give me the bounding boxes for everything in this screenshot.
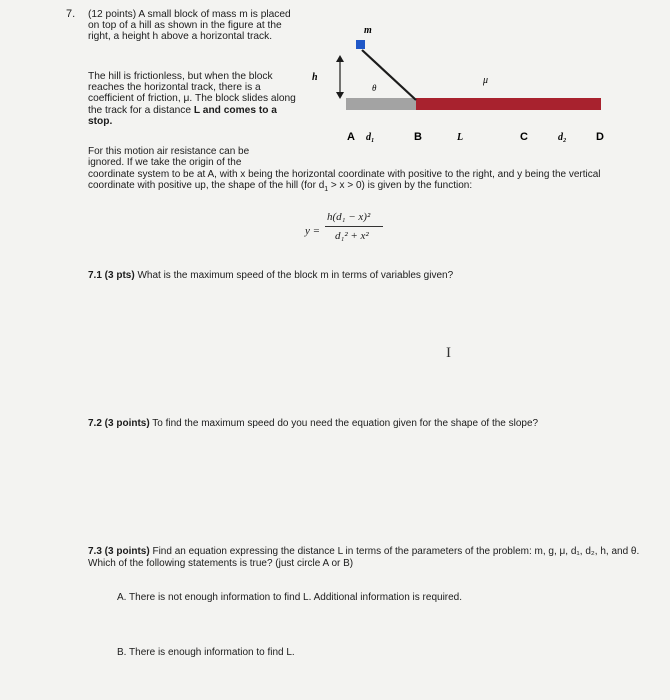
question-7-2-label: 7.2 (3 points) (88, 418, 150, 429)
formula-lhs: y = (305, 225, 321, 237)
question-7-3 (88, 546, 648, 569)
air-text-line-1: For this motion air resistance can be (88, 146, 250, 157)
hill-figure (300, 18, 620, 153)
coordinate-text-end: > x > 0) is given by the function: (328, 180, 473, 192)
hill-shape-formula (305, 208, 395, 248)
question-7-1-label: 7.1 (3 pts) (88, 270, 135, 281)
point-c-label: C (520, 131, 528, 143)
height-arrow-head-down (336, 92, 344, 99)
question-7-1-text: What is the maximum speed of the block m in terms of variables given? (134, 270, 454, 281)
l-label: L (457, 132, 464, 143)
friction-text: The hill is frictionless, but when the block reaches the horizontal track, there is a coefficient of friction, μ. The block slides along the track for a distance (88, 71, 296, 116)
friction-paragraph (88, 71, 298, 127)
point-b-label: B (414, 131, 422, 143)
hill-slope (362, 50, 416, 100)
angle-label: θ (372, 83, 377, 93)
question-7-1 (88, 270, 453, 281)
point-d-label: D (596, 131, 604, 143)
option-a[interactable]: A. There is not enough information to find L. Additional information is required. (117, 592, 463, 603)
d2-label: d₂ (558, 132, 567, 143)
coordinate-text (88, 169, 608, 196)
question-7-2 (88, 418, 538, 429)
option-b[interactable]: B. There is enough information to find L. (117, 647, 295, 658)
formula-fraction-bar (325, 226, 383, 227)
block-m (356, 40, 365, 49)
coordinate-subscript: 1 (324, 186, 329, 194)
coordinate-paragraph (88, 146, 608, 196)
problem-points: (12 points) (88, 9, 137, 20)
formula-denominator: d₁² + x² (335, 230, 369, 242)
mass-label: m (364, 25, 372, 36)
air-text-line-2: ignored. If we take the origin of the (88, 157, 242, 169)
problem-number: 7. (66, 8, 76, 20)
height-arrow-head-up (336, 55, 344, 62)
text-cursor-icon: I (446, 345, 451, 361)
question-7-2-text: To find the maximum speed do you need the equation given for the shape of the slope? (149, 418, 539, 429)
problem-intro (88, 9, 298, 43)
friction-track (416, 98, 601, 110)
formula-numerator: h(d₁ − x)² (327, 211, 371, 223)
problem-intro-text: A small block of mass m is placed on top of a hill as shown in the figure at the right, a height h above a horizontal track. (88, 9, 291, 43)
mu-label: μ (483, 75, 489, 86)
friction-bold-text: L and comes to a stop. (88, 104, 277, 127)
hill-base (346, 98, 416, 110)
height-label: h (312, 72, 318, 83)
question-7-3-text: Find an equation expressing the distance L in terms of the parameters of the problem: m, g, μ, d₁, d₂, h, and θ. Which of the following statements is true? (just circle A or B) (88, 546, 640, 569)
d1-label: d₁ (366, 132, 375, 143)
point-a-label: A (347, 131, 355, 143)
question-7-3-label: 7.3 (3 points) (88, 546, 150, 557)
coordinate-text-main: coordinate system to be at A, with x being the horizontal coordinate with positive to the right, and y being the vertical coordinate with positive up, the shape of the hill (for d (88, 168, 601, 192)
